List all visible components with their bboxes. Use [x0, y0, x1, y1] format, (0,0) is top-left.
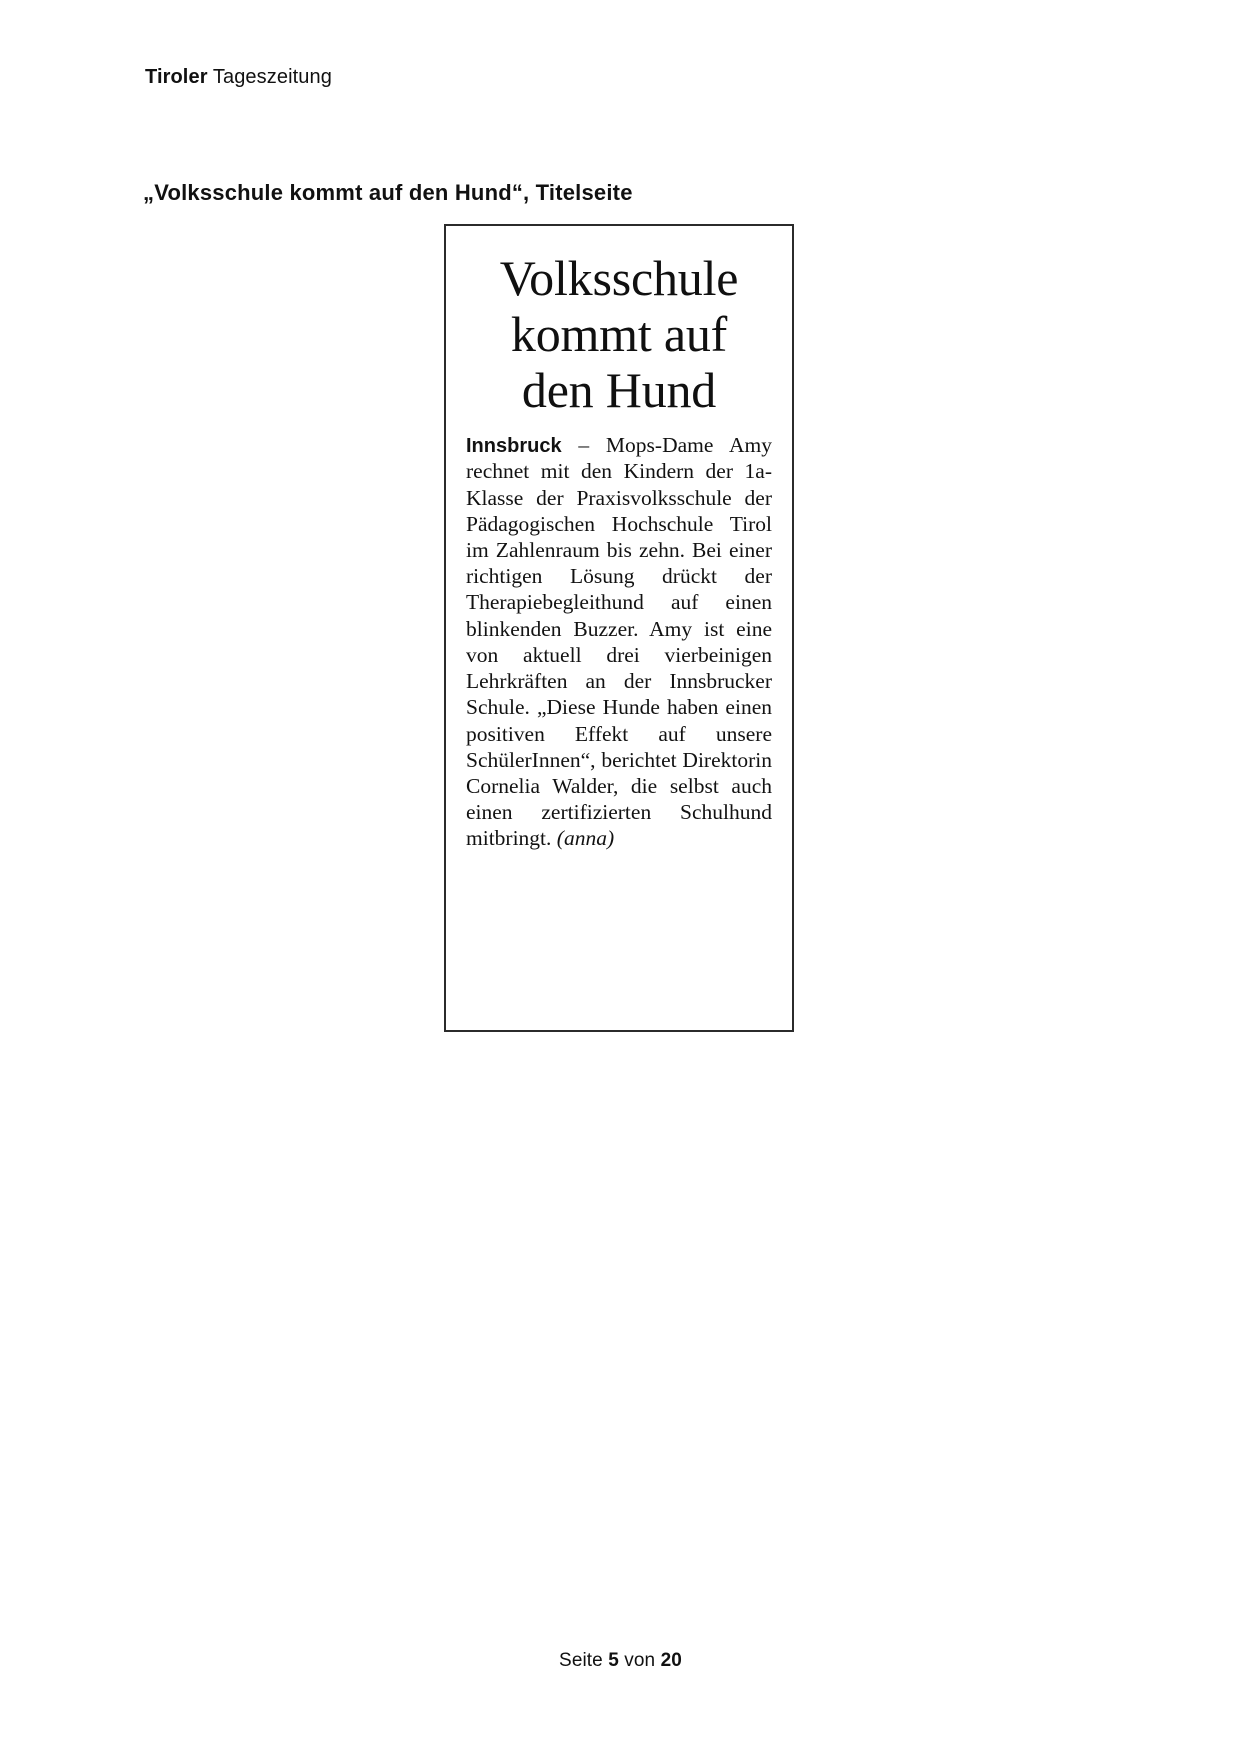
- clipping-dateline: Innsbruck: [466, 435, 562, 457]
- clipping-dateline-separator: –: [561, 433, 606, 457]
- headline-line-2: kommt auf: [510, 306, 728, 362]
- clipping-body: [466, 432, 772, 852]
- footer-total-pages: 20: [660, 1650, 682, 1671]
- clipping-headline: [466, 250, 772, 418]
- publication-name-strong: Tiroler: [145, 66, 208, 88]
- footer-middle: von: [618, 1650, 661, 1671]
- newspaper-clipping: [444, 224, 794, 1032]
- headline-line-1: Volksschule: [499, 250, 739, 306]
- publication-name-light: Tageszeitung: [207, 66, 332, 88]
- clipping-byline: (anna): [556, 826, 615, 851]
- footer-prefix: Seite: [559, 1650, 609, 1671]
- document-header: [145, 66, 332, 89]
- article-caption: „Volksschule kommt auf den Hund“, Titelseite: [143, 180, 633, 205]
- footer-current-page: 5: [608, 1650, 619, 1671]
- headline-line-3: den Hund: [521, 362, 717, 418]
- clipping-body-text: Mops-Dame Amy rechnet mit den Kindern der 1a-Klasse der Praxisvolksschule der Pädagogischen Hochschule Tirol im Zahlenraum bis zehn. Bei einer richtigen Lösung drückt der Therapiebegleithund auf einen blinkenden Buzzer. Amy ist eine von aktuell drei vierbeinigen Lehrkräften an der Innsbrucker Schule. „Diese Hunde haben einen positiven Effekt auf unsere SchülerInnen“, berichtet Direktorin Cornelia Walder, die selbst auch einen zertifizierten Schulhund mitbringt.: [466, 433, 773, 851]
- page-footer: [0, 1650, 1241, 1672]
